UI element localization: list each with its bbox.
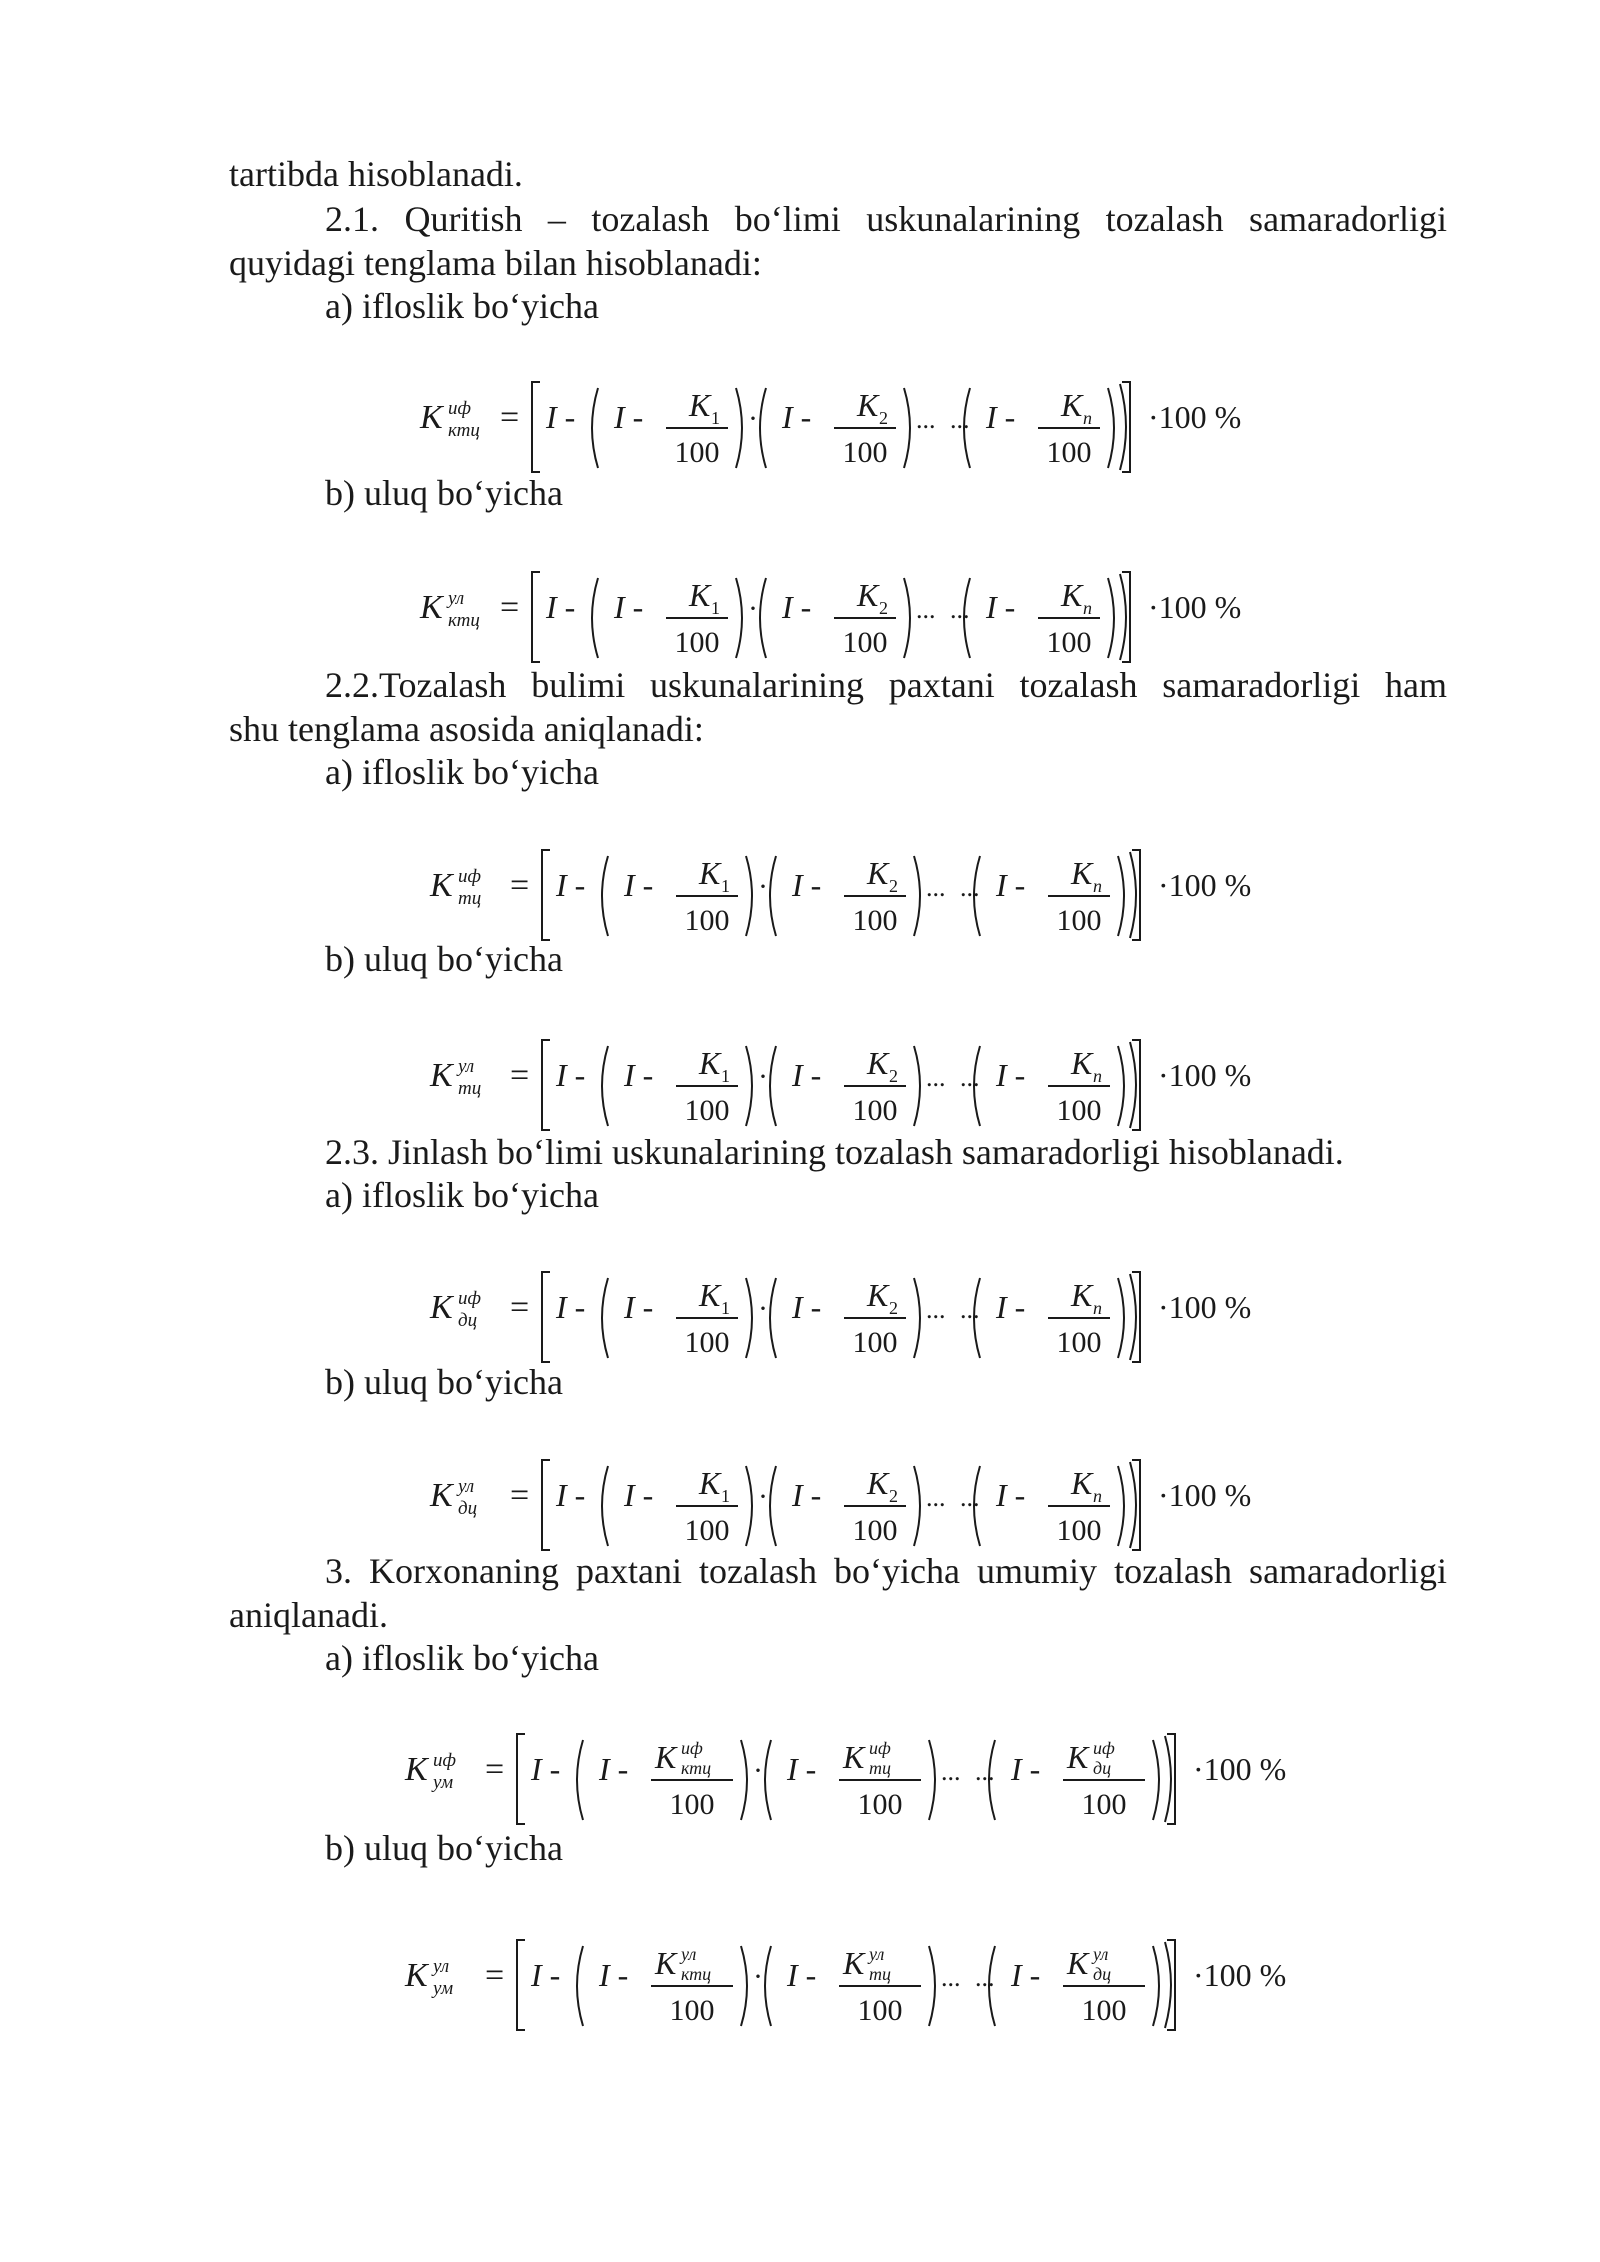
symbol-k: K — [430, 1289, 453, 1326]
equation-svg — [420, 370, 1280, 480]
bracket-left — [542, 1272, 550, 1362]
symbol-k: K — [1071, 1045, 1093, 1081]
one-minus: I - — [531, 1957, 561, 1993]
one-minus: I - — [787, 1957, 817, 1993]
paren-right — [1130, 1042, 1136, 1128]
subscript: тц — [458, 1078, 482, 1099]
symbol-k: K — [699, 855, 721, 891]
one-minus: I - — [1011, 1957, 1041, 1993]
percent-tail: ·100 % — [1158, 867, 1252, 903]
superscript: иф — [458, 866, 481, 887]
symbol-k: K — [1067, 1945, 1089, 1981]
symbol-k: K — [689, 577, 711, 613]
one-minus: I - — [531, 1751, 561, 1787]
equation-k-ktc-if — [420, 370, 1280, 480]
subitem-a: a) ifloslik bo‘yicha — [325, 1638, 599, 1678]
text-line: shu tenglama asosida aniqlanadi: — [229, 709, 704, 749]
ellipsis: ... — [926, 1295, 946, 1324]
multiply-dot: · — [758, 870, 768, 903]
denominator: 100 — [857, 1994, 903, 2027]
one-minus: I - — [624, 1057, 654, 1093]
equation-svg — [430, 1028, 1290, 1138]
paren-left — [770, 1466, 776, 1546]
ellipsis: ... — [960, 1063, 980, 1092]
percent-tail: ·100 % — [1158, 1477, 1252, 1513]
ellipsis: ... — [926, 873, 946, 902]
multiply-dot: · — [748, 402, 758, 435]
superscript: ул — [1093, 1944, 1109, 1964]
denominator: 100 — [852, 1094, 898, 1127]
superscript: иф — [448, 398, 471, 419]
denominator: 100 — [1056, 1326, 1102, 1359]
subscript: n — [1083, 598, 1092, 618]
paren-left — [765, 1946, 771, 2026]
paren-left — [602, 856, 608, 936]
symbol-k: K — [1067, 1739, 1089, 1775]
symbol-k: K — [699, 1045, 721, 1081]
symbol-k: K — [699, 1465, 721, 1501]
equals-sign: = — [510, 1289, 530, 1326]
subitem-a: a) ifloslik bo‘yicha — [325, 1175, 599, 1215]
symbol-k: K — [867, 1045, 889, 1081]
multiply-dot: · — [753, 1754, 763, 1787]
subscript: 1 — [711, 408, 720, 428]
paren-right — [914, 1466, 920, 1546]
one-minus: I - — [614, 399, 644, 435]
ellipsis: ... — [941, 1757, 961, 1786]
superscript: иф — [869, 1738, 891, 1758]
symbol-k: K — [420, 399, 443, 436]
one-minus: I - — [792, 1477, 822, 1513]
subitem-a: a) ifloslik bo‘yicha — [325, 752, 599, 792]
paren-left — [770, 856, 776, 936]
bracket-left — [517, 1734, 525, 1824]
superscript: ул — [458, 1056, 475, 1077]
superscript: ул — [681, 1944, 697, 1964]
ellipsis: ... — [916, 405, 936, 434]
bracket-left — [542, 850, 550, 940]
subscript: n — [1093, 1066, 1102, 1086]
subscript: 1 — [721, 1298, 730, 1318]
superscript: ул — [869, 1944, 885, 1964]
equation-k-um-ul — [405, 1928, 1285, 2038]
denominator: 100 — [852, 904, 898, 937]
one-minus: I - — [996, 1057, 1026, 1093]
subscript: дц — [458, 1498, 478, 1519]
equation-k-ktc-ul — [420, 560, 1280, 670]
denominator: 100 — [684, 1514, 730, 1547]
text-line: aniqlanadi. — [229, 1595, 388, 1635]
denominator: 100 — [852, 1326, 898, 1359]
paren-right — [1120, 574, 1126, 660]
denominator: 100 — [852, 1514, 898, 1547]
subscript: ктц — [448, 610, 480, 631]
symbol-k: K — [699, 1277, 721, 1313]
superscript: иф — [458, 1288, 481, 1309]
paren-right — [914, 856, 920, 936]
one-minus: I - — [792, 1289, 822, 1325]
denominator: 100 — [1056, 1514, 1102, 1547]
subscript: тц — [869, 1758, 891, 1778]
bracket-left — [532, 382, 540, 472]
equation-svg — [405, 1928, 1285, 2038]
paren-right — [914, 1278, 920, 1358]
paren-right — [1130, 1462, 1136, 1548]
percent-tail: ·100 % — [1158, 1057, 1252, 1093]
one-minus: I - — [996, 1289, 1026, 1325]
denominator: 100 — [842, 626, 888, 659]
ellipsis: ... — [916, 595, 936, 624]
ellipsis: ... — [960, 1295, 980, 1324]
equation-k-um-if — [405, 1722, 1285, 1832]
symbol-k: K — [867, 1277, 889, 1313]
symbol-k: K — [867, 855, 889, 891]
denominator: 100 — [684, 904, 730, 937]
symbol-k: K — [405, 1957, 428, 1994]
symbol-k: K — [1071, 855, 1093, 891]
paren-right — [929, 1946, 935, 2026]
subscript: 2 — [889, 1066, 898, 1086]
paren-right — [1118, 1466, 1124, 1546]
subscript: 2 — [889, 1298, 898, 1318]
multiply-dot: · — [758, 1292, 768, 1325]
bracket-left — [542, 1460, 550, 1550]
equals-sign: = — [500, 399, 520, 436]
denominator: 100 — [1056, 1094, 1102, 1127]
ellipsis: ... — [975, 1757, 995, 1786]
ellipsis: ... — [926, 1483, 946, 1512]
symbol-k: K — [857, 577, 879, 613]
paren-left — [770, 1046, 776, 1126]
subitem-b: b) uluq bo‘yicha — [325, 939, 563, 979]
paren-right — [736, 388, 742, 468]
symbol-k: K — [857, 387, 879, 423]
paren-right — [1108, 578, 1114, 658]
percent-tail: ·100 % — [1148, 399, 1242, 435]
subscript: n — [1093, 1298, 1102, 1318]
section-3-heading: 3. Korxonaning paxtani tozalash bo‘yicha umumiy tozalash samaradorligi — [325, 1551, 1447, 1591]
paren-left — [577, 1740, 583, 1820]
subscript: дц — [458, 1310, 478, 1331]
subitem-a: a) ifloslik bo‘yicha — [325, 286, 599, 326]
paren-right — [1120, 384, 1126, 470]
bracket-left — [532, 572, 540, 662]
one-minus: I - — [556, 1477, 586, 1513]
one-minus: I - — [996, 867, 1026, 903]
one-minus: I - — [624, 1477, 654, 1513]
section-2-1-heading: 2.1. Quritish – tozalash bo‘limi uskunalarining tozalash samaradorligi — [325, 199, 1447, 239]
superscript: ул — [458, 1476, 475, 1497]
section-2-3-heading: 2.3. Jinlash bo‘limi uskunalarining tozalash samaradorligi hisoblanadi. — [325, 1132, 1344, 1172]
equation-k-dc-if — [430, 1260, 1290, 1370]
equation-svg — [430, 1260, 1290, 1370]
paren-right — [914, 1046, 920, 1126]
one-minus: I - — [792, 867, 822, 903]
denominator: 100 — [669, 1994, 715, 2027]
denominator: 100 — [1081, 1788, 1127, 1821]
subscript: ум — [433, 1772, 454, 1793]
paren-left — [592, 388, 598, 468]
subscript: дц — [1093, 1758, 1112, 1778]
one-minus: I - — [996, 1477, 1026, 1513]
paren-right — [746, 1466, 752, 1546]
subscript: 1 — [721, 1066, 730, 1086]
equals-sign: = — [510, 1477, 530, 1514]
multiply-dot: · — [758, 1480, 768, 1513]
equals-sign: = — [510, 1057, 530, 1094]
paren-right — [904, 578, 910, 658]
one-minus: I - — [782, 399, 812, 435]
one-minus: I - — [556, 1289, 586, 1325]
one-minus: I - — [787, 1751, 817, 1787]
denominator: 100 — [674, 626, 720, 659]
subitem-b: b) uluq bo‘yicha — [325, 1828, 563, 1868]
paren-left — [770, 1278, 776, 1358]
ellipsis: ... — [960, 873, 980, 902]
paren-left — [592, 578, 598, 658]
paren-right — [1165, 1942, 1171, 2028]
symbol-k: K — [1071, 1465, 1093, 1501]
superscript: ул — [433, 1956, 450, 1977]
superscript: ул — [448, 588, 465, 609]
paren-right — [741, 1740, 747, 1820]
percent-tail: ·100 % — [1148, 589, 1242, 625]
paren-left — [602, 1046, 608, 1126]
one-minus: I - — [599, 1751, 629, 1787]
symbol-k: K — [1061, 387, 1083, 423]
paren-left — [765, 1740, 771, 1820]
ellipsis: ... — [950, 405, 970, 434]
denominator: 100 — [1046, 626, 1092, 659]
denominator: 100 — [1046, 436, 1092, 469]
equation-k-tc-ul — [430, 1028, 1290, 1138]
one-minus: I - — [792, 1057, 822, 1093]
one-minus: I - — [546, 399, 576, 435]
symbol-k: K — [430, 867, 453, 904]
subscript: n — [1093, 1486, 1102, 1506]
paren-right — [736, 578, 742, 658]
subitem-b: b) uluq bo‘yicha — [325, 473, 563, 513]
paren-right — [1118, 856, 1124, 936]
subscript: тц — [869, 1964, 891, 1984]
subscript: n — [1083, 408, 1092, 428]
subscript: дц — [1093, 1964, 1112, 1984]
symbol-k: K — [655, 1945, 677, 1981]
symbol-k: K — [430, 1477, 453, 1514]
equation-svg — [420, 560, 1280, 670]
multiply-dot: · — [758, 1060, 768, 1093]
one-minus: I - — [986, 589, 1016, 625]
section-2-2-heading: 2.2.Tozalash bulimi uskunalarining paxtani tozalash samaradorligi ham — [325, 665, 1447, 705]
denominator: 100 — [1056, 904, 1102, 937]
one-minus: I - — [624, 867, 654, 903]
ellipsis: ... — [950, 595, 970, 624]
equals-sign: = — [510, 867, 530, 904]
paren-right — [746, 1046, 752, 1126]
symbol-k: K — [843, 1945, 865, 1981]
text-line: tartibda hisoblanadi. — [229, 154, 523, 194]
paren-right — [746, 1278, 752, 1358]
subscript: 2 — [879, 408, 888, 428]
paren-left — [602, 1466, 608, 1546]
percent-tail: ·100 % — [1158, 1289, 1252, 1325]
paren-right — [1165, 1736, 1171, 1822]
subscript: ктц — [681, 1964, 712, 1984]
subscript: ктц — [681, 1758, 712, 1778]
paren-right — [741, 1946, 747, 2026]
equation-svg — [430, 1448, 1290, 1558]
paren-right — [1118, 1046, 1124, 1126]
paren-right — [1118, 1278, 1124, 1358]
denominator: 100 — [669, 1788, 715, 1821]
equation-k-dc-ul — [430, 1448, 1290, 1558]
subscript: 1 — [721, 1486, 730, 1506]
paren-right — [929, 1740, 935, 1820]
subscript: ктц — [448, 420, 480, 441]
bracket-left — [542, 1040, 550, 1130]
percent-tail: ·100 % — [1193, 1957, 1287, 1993]
one-minus: I - — [986, 399, 1016, 435]
denominator: 100 — [1081, 1994, 1127, 2027]
one-minus: I - — [782, 589, 812, 625]
paren-right — [1153, 1740, 1159, 1820]
denominator: 100 — [674, 436, 720, 469]
bracket-left — [517, 1940, 525, 2030]
paren-right — [904, 388, 910, 468]
subscript: 2 — [889, 876, 898, 896]
text-line: quyidagi tenglama bilan hisoblanadi: — [229, 243, 762, 283]
subscript: 2 — [879, 598, 888, 618]
symbol-k: K — [1061, 577, 1083, 613]
equation-svg — [430, 838, 1290, 948]
equals-sign: = — [485, 1751, 505, 1788]
one-minus: I - — [556, 867, 586, 903]
one-minus: I - — [556, 1057, 586, 1093]
equation-k-tc-if — [430, 838, 1290, 948]
subscript: ум — [433, 1978, 454, 1999]
paren-right — [1108, 388, 1114, 468]
one-minus: I - — [599, 1957, 629, 1993]
denominator: 100 — [684, 1094, 730, 1127]
superscript: иф — [433, 1750, 456, 1771]
symbol-k: K — [843, 1739, 865, 1775]
symbol-k: K — [420, 589, 443, 626]
multiply-dot: · — [748, 592, 758, 625]
equals-sign: = — [485, 1957, 505, 1994]
symbol-k: K — [405, 1751, 428, 1788]
paren-left — [760, 388, 766, 468]
denominator: 100 — [684, 1326, 730, 1359]
percent-tail: ·100 % — [1193, 1751, 1287, 1787]
superscript: иф — [1093, 1738, 1115, 1758]
symbol-k: K — [867, 1465, 889, 1501]
subscript: 1 — [721, 876, 730, 896]
multiply-dot: · — [753, 1960, 763, 1993]
paren-left — [602, 1278, 608, 1358]
paren-left — [577, 1946, 583, 2026]
paren-right — [1153, 1946, 1159, 2026]
subscript: 2 — [889, 1486, 898, 1506]
one-minus: I - — [1011, 1751, 1041, 1787]
ellipsis: ... — [960, 1483, 980, 1512]
ellipsis: ... — [926, 1063, 946, 1092]
paren-right — [746, 856, 752, 936]
one-minus: I - — [546, 589, 576, 625]
symbol-k: K — [655, 1739, 677, 1775]
denominator: 100 — [857, 1788, 903, 1821]
paren-right — [1130, 1274, 1136, 1360]
equation-svg — [405, 1722, 1285, 1832]
subitem-b: b) uluq bo‘yicha — [325, 1362, 563, 1402]
one-minus: I - — [614, 589, 644, 625]
symbol-k: K — [1071, 1277, 1093, 1313]
denominator: 100 — [842, 436, 888, 469]
ellipsis: ... — [975, 1963, 995, 1992]
subscript: 1 — [711, 598, 720, 618]
paren-right — [1130, 852, 1136, 938]
subscript: n — [1093, 876, 1102, 896]
ellipsis: ... — [941, 1963, 961, 1992]
symbol-k: K — [689, 387, 711, 423]
paren-left — [760, 578, 766, 658]
subscript: тц — [458, 888, 482, 909]
equals-sign: = — [500, 589, 520, 626]
one-minus: I - — [624, 1289, 654, 1325]
superscript: иф — [681, 1738, 703, 1758]
symbol-k: K — [430, 1057, 453, 1094]
